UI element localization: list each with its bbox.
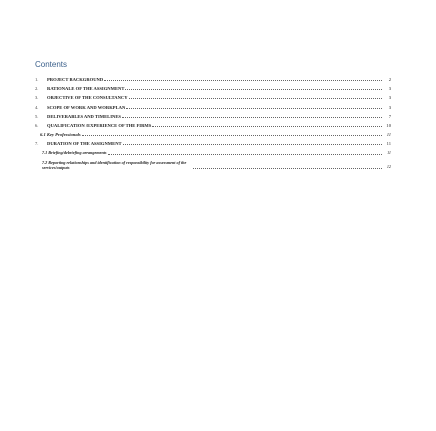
toc-entry-title: 6.1 Key Professionals [40, 132, 81, 138]
toc-entry-title: PROJECT BACKGROUND [47, 76, 104, 82]
toc-entry-key-professionals[interactable] [35, 128, 391, 137]
toc-entry-page: 7 [388, 113, 391, 119]
toc-entry-page: 10 [386, 122, 391, 128]
table-of-contents [35, 73, 391, 170]
toc-leader-dots [152, 125, 382, 127]
toc-entry-title: OBJECTIVE OF THE CONSULTANCY [47, 95, 128, 101]
toc-leader-dots [108, 153, 382, 155]
toc-leader-dots [193, 167, 382, 169]
toc-entry-objective[interactable] [35, 91, 391, 100]
toc-entry-title: 7.2 Reporting relationships and identification of responsibility for assessment of the services/outputs [42, 159, 187, 170]
toc-entry-page: 3 [388, 86, 391, 92]
toc-entry-number: 6. [35, 122, 39, 128]
toc-entry-title: SCOPE OF WORK AND WORKPLAN [47, 104, 126, 110]
toc-entry-title: DELIVERABLES AND TIMELINES [47, 113, 121, 119]
toc-entry-title: 7.1 Briefing/debriefing arrangements [42, 150, 107, 156]
toc-entry-title: RATIONALE OF THE ASSIGNMENT [47, 86, 125, 92]
toc-entry-duration[interactable] [35, 137, 391, 146]
toc-entry-qualification[interactable] [35, 119, 391, 128]
toc-leader-dots [125, 88, 382, 90]
toc-entry-number: 7. [35, 141, 39, 147]
toc-entry-page: 11 [386, 141, 391, 147]
toc-entry-rationale[interactable] [35, 82, 391, 91]
toc-entry-page: 11 [387, 150, 391, 156]
toc-leader-dots [122, 116, 382, 118]
toc-leader-dots [129, 97, 382, 99]
toc-leader-dots [123, 143, 382, 145]
toc-entry-briefing[interactable] [35, 147, 391, 156]
toc-entry-page: 11 [386, 132, 391, 138]
toc-entry-title: DURATION OF THE ASSIGNMENT [47, 141, 122, 147]
toc-heading: Contents [35, 60, 68, 69]
toc-entry-scope[interactable] [35, 101, 391, 110]
toc-entry-number: 5. [35, 113, 39, 119]
toc-entry-reporting[interactable] [35, 156, 391, 170]
toc-entry-page: 3 [388, 95, 391, 101]
toc-entry-project-background[interactable] [35, 73, 391, 82]
toc-leader-dots [126, 107, 382, 109]
toc-leader-dots [82, 134, 382, 136]
toc-entry-number: 4. [35, 104, 39, 110]
toc-entry-page: 2 [388, 76, 391, 82]
toc-entry-page: 3 [388, 104, 391, 110]
toc-entry-deliverables[interactable] [35, 110, 391, 119]
toc-leader-dots [104, 79, 382, 81]
toc-entry-title: QUALIFICATION /EXPERIENCE OF THE FIRMS [47, 122, 152, 128]
toc-entry-number: 2. [35, 86, 39, 92]
toc-entry-page: 12 [386, 164, 391, 170]
toc-entry-number: 3. [35, 95, 39, 101]
toc-entry-number: 1. [35, 76, 39, 82]
